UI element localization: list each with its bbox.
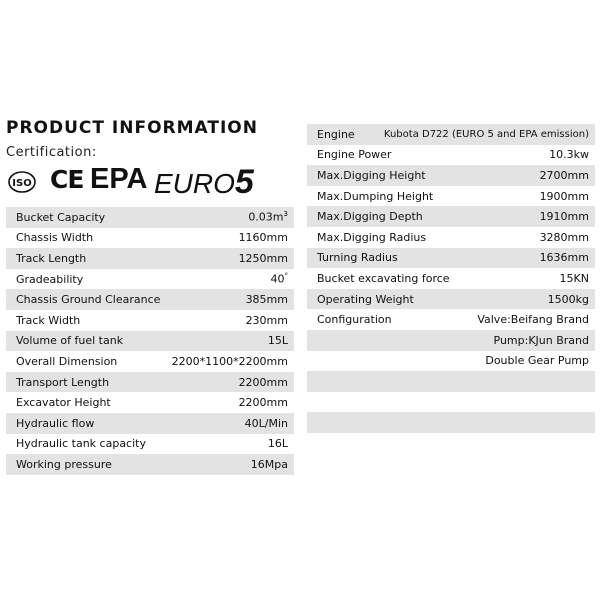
- euro5-logo-number: 5: [234, 163, 254, 201]
- spec-row: [307, 351, 595, 372]
- spec-row: [307, 206, 595, 227]
- spec-row: [6, 310, 294, 331]
- spec-label: Max.Digging Depth: [317, 210, 423, 224]
- spec-label: Max.Digging Height: [317, 168, 426, 182]
- spec-row: [6, 331, 294, 352]
- spec-label: Overall Dimension: [16, 354, 118, 368]
- spec-row: [307, 124, 595, 145]
- spec-value: [268, 437, 288, 450]
- spec-label: Working pressure: [16, 457, 112, 471]
- spec-value: [494, 334, 589, 347]
- spec-label: Track Length: [16, 251, 87, 265]
- spec-label: Hydraulic flow: [16, 416, 95, 430]
- spec-table-right: [307, 124, 595, 433]
- spec-row: [6, 228, 294, 249]
- spec-label: Operating Weight: [317, 292, 414, 306]
- spec-table-left: [6, 207, 294, 475]
- spec-value: [239, 231, 288, 244]
- iso-logo-icon: [8, 171, 36, 193]
- spec-label: Bucket Capacity: [16, 210, 106, 224]
- spec-row: [307, 145, 595, 166]
- spec-value: [540, 210, 589, 223]
- spec-row: [6, 413, 294, 434]
- spec-label: Hydraulic tank capacity: [16, 437, 146, 451]
- spec-value: [251, 458, 288, 471]
- spec-value: [540, 231, 589, 244]
- spec-value-text: 2200*1100*2200mm: [171, 354, 288, 368]
- spec-value-text: Valve:Beifang Brand: [477, 313, 589, 327]
- spec-value: [245, 417, 288, 430]
- spec-label: Excavator Height: [16, 396, 111, 410]
- spec-value-text: Double Gear Pump: [485, 354, 589, 368]
- spec-value: [540, 169, 589, 182]
- spec-value-text: 1910mm: [539, 210, 589, 224]
- spec-value-superscript: °: [284, 272, 288, 281]
- spec-label: Volume of fuel tank: [16, 334, 124, 348]
- page-title: PRODUCT INFORMATION: [6, 118, 258, 138]
- spec-value-text: 40L/Min: [244, 416, 288, 430]
- spec-value-text: 10.3kw: [549, 148, 589, 162]
- spec-row: [6, 434, 294, 455]
- spec-value-text: 40: [270, 272, 285, 286]
- spec-label: Chassis Width: [16, 231, 94, 245]
- spec-label: Turning Radius: [317, 251, 398, 265]
- certification-label: Certification:: [6, 145, 97, 160]
- spec-label: Configuration: [317, 313, 392, 327]
- spec-value-text: 2700mm: [539, 168, 589, 182]
- spec-value: [384, 129, 589, 140]
- spec-value: [172, 355, 288, 368]
- spec-row: [6, 269, 294, 290]
- spec-value-text: 1900mm: [539, 189, 589, 203]
- spec-value: [485, 354, 589, 367]
- spec-value: [246, 293, 288, 306]
- spec-value-text: 2200mm: [238, 396, 288, 410]
- spec-value: [239, 376, 288, 389]
- spec-row: [6, 207, 294, 228]
- spec-value-text: 15L: [267, 334, 288, 348]
- spec-label: Engine: [317, 127, 355, 141]
- spec-value-text: 1636mm: [539, 251, 589, 265]
- spec-row: [307, 165, 595, 186]
- spec-row: [6, 392, 294, 413]
- spec-value: [239, 252, 288, 265]
- iso-logo-text: ISO: [12, 178, 32, 189]
- spec-value: [248, 210, 288, 224]
- spec-value-text: 1250mm: [238, 251, 288, 265]
- spec-label: Bucket excavating force: [317, 271, 450, 285]
- spec-value-text: 16Mpa: [250, 457, 288, 471]
- ce-mark-logo: CE: [50, 165, 84, 194]
- spec-row: [6, 289, 294, 310]
- spec-value: [549, 148, 589, 161]
- euro5-logo-text: EURO: [154, 168, 235, 199]
- spec-row: [307, 309, 595, 330]
- spec-row: [6, 351, 294, 372]
- epa-logo: EPA: [90, 163, 148, 195]
- spec-value-text: 16L: [267, 437, 288, 451]
- spec-row: [307, 186, 595, 207]
- spec-value-text: 3280mm: [539, 230, 589, 244]
- spec-value-text: 15KN: [559, 271, 589, 285]
- euro5-logo: [154, 163, 254, 202]
- spec-value-text: 1500kg: [547, 292, 589, 306]
- spec-value-superscript: 3: [283, 210, 288, 219]
- spec-value: [239, 396, 288, 409]
- spec-row: [6, 454, 294, 475]
- spec-row: [6, 372, 294, 393]
- spec-label: Max.Digging Radius: [317, 230, 427, 244]
- spec-value: [271, 272, 289, 286]
- spec-value-text: Pump:KJun Brand: [493, 333, 589, 347]
- spec-row: [307, 227, 595, 248]
- spec-label: Transport Length: [16, 375, 110, 389]
- spec-row: [307, 371, 595, 392]
- certification-logos: [8, 162, 254, 201]
- spec-value: [246, 314, 288, 327]
- spec-row: [307, 268, 595, 289]
- spec-value-text: 2200mm: [238, 375, 288, 389]
- spec-label: Engine Power: [317, 148, 392, 162]
- spec-row: [6, 248, 294, 269]
- spec-row: [307, 289, 595, 310]
- spec-row: [307, 248, 595, 269]
- spec-value-text: 1160mm: [238, 231, 288, 245]
- spec-label: Gradeability: [16, 272, 84, 286]
- spec-value: [540, 251, 589, 264]
- spec-value-text: Kubota D722 (EURO 5 and EPA emission): [383, 128, 589, 140]
- spec-value-text: 0.03m: [248, 211, 284, 225]
- spec-label: Track Width: [16, 313, 81, 327]
- spec-value: [540, 190, 589, 203]
- spec-row: [307, 330, 595, 351]
- spec-row: [307, 392, 595, 413]
- spec-value: [477, 313, 589, 326]
- spec-value-text: 230mm: [245, 313, 288, 327]
- spec-row: [307, 412, 595, 433]
- spec-value-text: 385mm: [245, 293, 288, 307]
- spec-label: Chassis Ground Clearance: [16, 293, 161, 307]
- spec-value: [268, 334, 288, 347]
- spec-value: [548, 293, 589, 306]
- spec-label: Max.Dumping Height: [317, 189, 434, 203]
- spec-value: [560, 272, 589, 285]
